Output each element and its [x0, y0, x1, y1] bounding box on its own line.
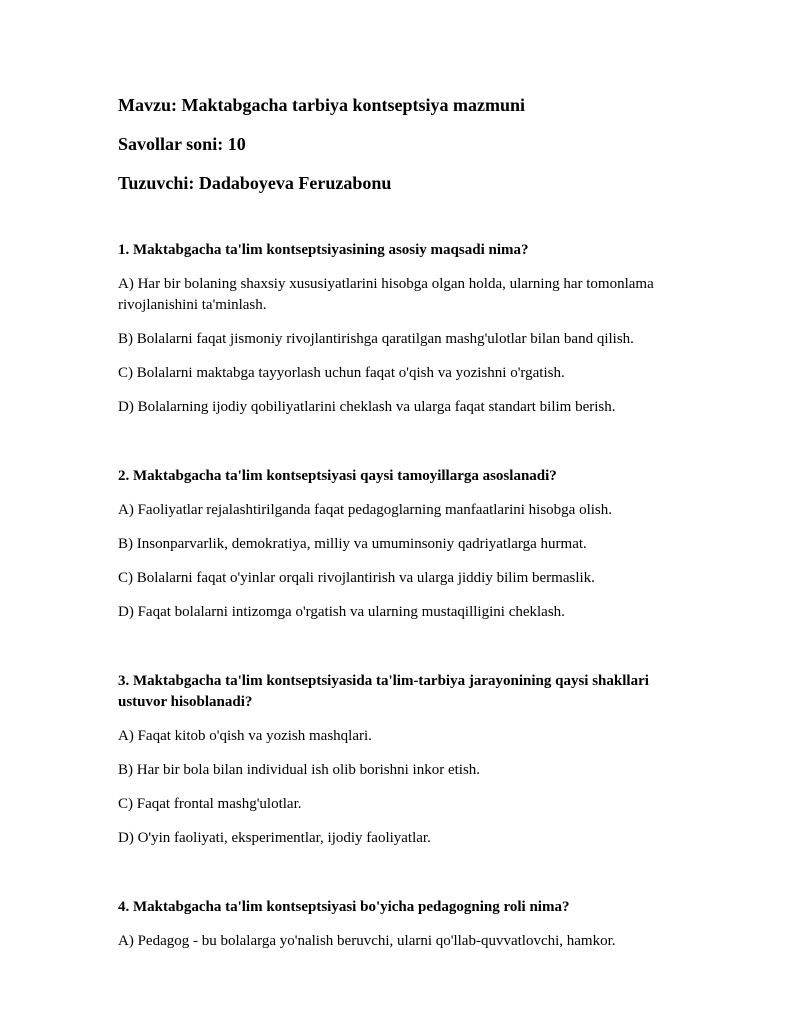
option-c: C) Bolalarni maktabga tayyorlash uchun faqat o'qish va yozishni o'rgatish.	[118, 365, 565, 381]
option-a: A) Har bir bolaning shaxsiy xususiyatlarini hisobga olgan holda, ularning har tomonlama rivojlanishini ta'minlash.	[118, 276, 654, 313]
topic-heading: Mavzu: Maktabgacha tarbiya kontseptsiya mazmuni	[118, 95, 526, 115]
option-d: D) O'yin faoliyati, eksperimentlar, ijodiy faoliyatlar.	[118, 830, 431, 846]
author-heading: Tuzuvchi: Dadaboyeva Feruzabonu	[118, 173, 392, 193]
question-2	[118, 466, 682, 623]
option-a: A) Faqat kitob o'qish va yozish mashqlari.	[118, 728, 372, 744]
question-text: 2. Maktabgacha ta'lim kontseptsiyasi qaysi tamoyillarga asoslanadi?	[118, 468, 557, 484]
question-1	[118, 240, 682, 418]
option-c: C) Faqat frontal mashg'ulotlar.	[118, 796, 302, 812]
option-b: B) Har bir bola bilan individual ish olib borishni inkor etish.	[118, 762, 481, 778]
option-b: B) Bolalarni faqat jismoniy rivojlantirishga qaratilgan mashg'ulotlar bilan band qilish.	[118, 331, 634, 347]
option-c: C) Bolalarni faqat o'yinlar orqali rivojlantirish va ularga jiddiy bilim bermaslik.	[118, 570, 595, 586]
option-a: A) Faoliyatlar rejalashtirilganda faqat pedagoglarning manfaatlarini hisobga olish.	[118, 502, 613, 518]
question-4	[118, 897, 682, 952]
option-b: B) Insonparvarlik, demokratiya, milliy va umuminsoniy qadriyatlarga hurmat.	[118, 536, 587, 552]
option-d: D) Bolalarning ijodiy qobiliyatlarini cheklash va ularga faqat standart bilim berish.	[118, 399, 616, 415]
question-3	[118, 671, 682, 849]
question-text: 3. Maktabgacha ta'lim kontseptsiyasida ta'lim-tarbiya jarayonining qaysi shakllari ustuvor hisoblanadi?	[118, 673, 649, 710]
option-d: D) Faqat bolalarni intizomga o'rgatish va ularning mustaqilligini cheklash.	[118, 604, 565, 620]
question-text: 4. Maktabgacha ta'lim kontseptsiyasi bo'yicha pedagogning roli nima?	[118, 899, 570, 915]
option-a: A) Pedagog - bu bolalarga yo'nalish beruvchi, ularni qo'llab-quvvatlovchi, hamkor.	[118, 933, 616, 949]
question-text: 1. Maktabgacha ta'lim kontseptsiyasining asosiy maqsadi nima?	[118, 242, 529, 258]
question-count-heading: Savollar soni: 10	[118, 134, 246, 154]
